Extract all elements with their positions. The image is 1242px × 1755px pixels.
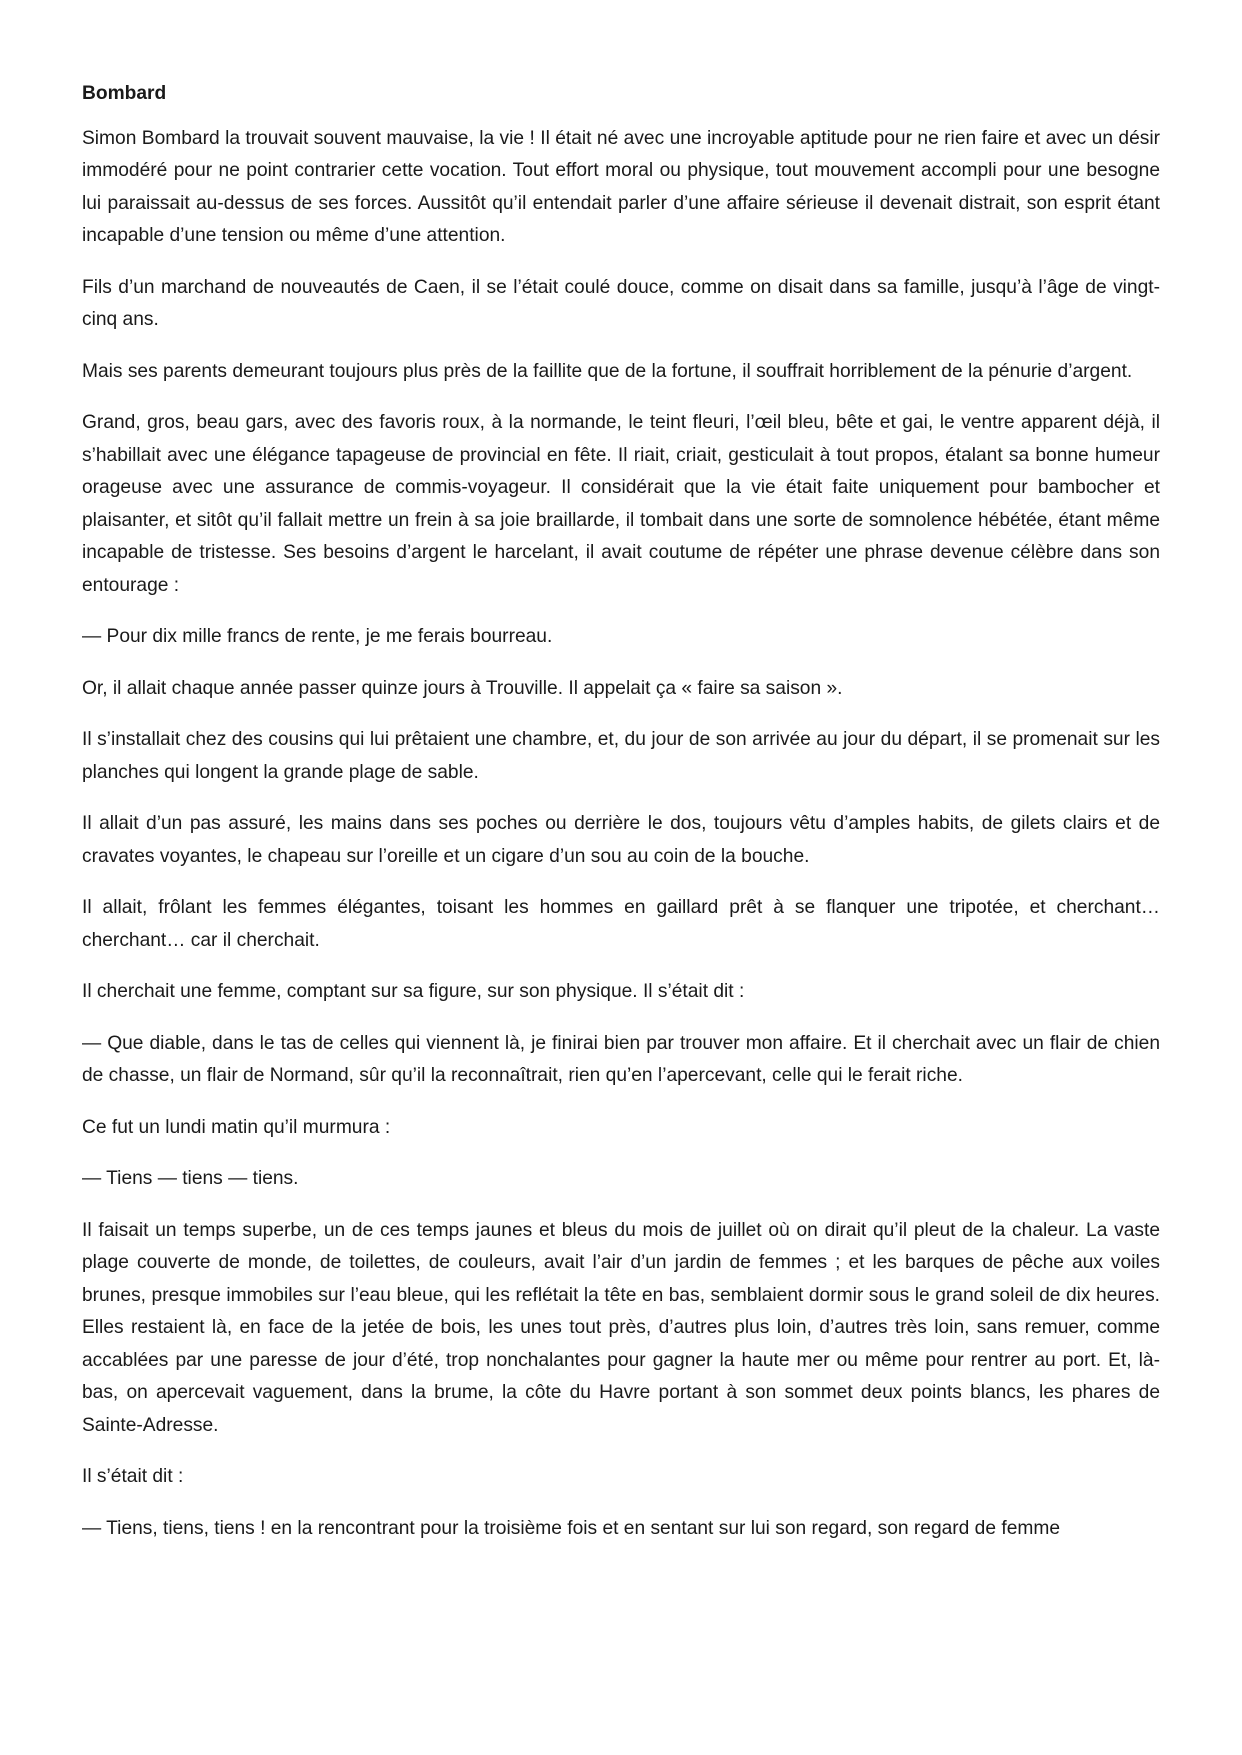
- paragraph-14: Il faisait un temps superbe, un de ces temps jaunes et bleus du mois de juillet où on dirait qu’il pleut de la chaleur. La vaste plage couverte de monde, de toilettes, de couleurs, avait l’air d’un jardin de femmes ; et les barques de pêche aux voiles brunes, presque immobiles sur l’eau bleue, qui les reflétait la tête en bas, semblaient dormir sous le grand soleil de dix heures. Elles restaient là, en face de la jetée de bois, les unes tout près, d’autres plus loin, d’autres très loin, sans remuer, comme accablées par une paresse de jour d’été, trop nonchalantes pour gagner la haute mer ou même pour rentrer au port. Et, là-bas, on apercevait vaguement, dans la brume, la côte du Havre portant à son sommet deux points blancs, les phares de Sainte-Adresse.: [82, 1219, 1160, 1436]
- paragraph-7: Il s’installait chez des cousins qui lui prêtaient une chambre, et, du jour de son arrivée au jour du départ, il se promenait sur les planches qui longent la grande plage de sable.: [82, 729, 1160, 783]
- paragraph-6: Or, il allait chaque année passer quinze jours à Trouville. Il appelait ça « faire sa saison ».: [82, 677, 843, 699]
- paragraph-16: — Tiens, tiens, tiens ! en la rencontrant pour la troisième fois et en sentant sur lui son regard, son regard de femme: [82, 1517, 1060, 1539]
- paragraph-13: — Tiens — tiens — tiens.: [82, 1168, 299, 1189]
- paragraph-5: — Pour dix mille francs de rente, je me ferais bourreau.: [82, 626, 553, 647]
- paragraph-9: Il allait, frôlant les femmes élégantes, toisant les hommes en gaillard prêt à se flanquer une tripotée, et cherchant… cherchant… car il cherchait.: [82, 897, 1160, 951]
- paragraph-15: Il s’était dit :: [82, 1466, 184, 1487]
- paragraph-2: Fils d’un marchand de nouveautés de Caen, il se l’était coulé douce, comme on disait dans sa famille, jusqu’à l’âge de vingt-cinq ans.: [82, 276, 1160, 330]
- paragraph-10: Il cherchait une femme, comptant sur sa figure, sur son physique. Il s’était dit :: [82, 981, 745, 1002]
- document-title: Bombard: [82, 83, 167, 104]
- paragraph-11: — Que diable, dans le tas de celles qui viennent là, je finirai bien par trouver mon affaire. Et il cherchait avec un flair de chien de chasse, un flair de Normand, sûr qu’il la reconnaîtrait, rien qu’en l’apercevant, celle qui le ferait riche.: [82, 1032, 1160, 1086]
- paragraph-3: Mais ses parents demeurant toujours plus près de la faillite que de la fortune, il souffrait horriblement de la pénurie d’argent.: [82, 360, 1133, 382]
- paragraph-4: Grand, gros, beau gars, avec des favoris roux, à la normande, le teint fleuri, l’œil bleu, bête et gai, le ventre apparent déjà, il s’habillait avec une élégance tapageuse de provincial en fête. Il riait, criait, gesticulait à tout propos, étalant sa bonne humeur orageuse avec une assurance de commis-voyageur. Il considérait que la vie était faite uniquement pour bambocher et plaisanter, et sitôt qu’il fallait mettre un frein à sa joie braillarde, il tombait dans une sorte de somnolence hébétée, étant même incapable de tristesse. Ses besoins d’argent le harcelant, il avait coutume de répéter une phrase devenue célèbre dans son entourage :: [82, 412, 1160, 596]
- paragraph-1: Simon Bombard la trouvait souvent mauvaise, la vie ! Il était né avec une incroyable aptitude pour ne rien faire et avec un désir immodéré pour ne point contrarier cette vocation. Tout effort moral ou physique, tout mouvement accompli pour une besogne lui paraissait au-dessus de ses forces. Aussitôt qu’il entendait parler d’une affaire sérieuse il devenait distrait, son esprit étant incapable d’une tension ou même d’une attention.: [82, 127, 1160, 246]
- paragraph-8: Il allait d’un pas assuré, les mains dans ses poches ou derrière le dos, toujours vêtu d’amples habits, de gilets clairs et de cravates voyantes, le chapeau sur l’oreille et un cigare d’un sou au coin de la bouche.: [82, 813, 1160, 867]
- document-page: [82, 78, 1160, 1545]
- paragraph-12: Ce fut un lundi matin qu’il murmura :: [82, 1116, 391, 1138]
